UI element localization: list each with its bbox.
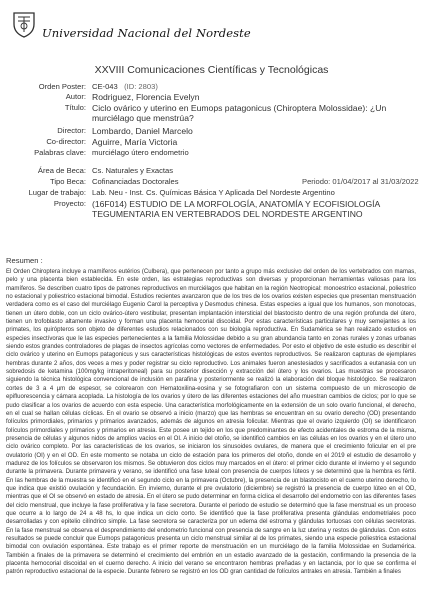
proyecto-value: (16F014) ESTUDIO DE LA MORFOLOGÍA, ANATOMÍA Y ECOFISIOLOGÍA TEGUMENTARIA EN VERTEBRADOS DEL NORDESTE ARGENTINO	[92, 199, 380, 219]
orden-poster-value	[92, 82, 158, 91]
lugar-trabajo-label: Lugar de trabajo:	[28, 188, 86, 197]
periodo-label: Periodo:	[302, 177, 331, 186]
proyecto-label: Proyecto:	[53, 199, 86, 208]
codirector-value: Aguirre, María Victoria	[92, 137, 178, 147]
director-value: Lombardo, Daniel Marcelo	[92, 126, 193, 136]
autor-value: Rodriguez, Florencia Evelyn	[92, 92, 200, 102]
resumen-heading: Resumen :	[6, 256, 43, 265]
lugar-trabajo-value: Lab. Neu - Inst. Cs. Químicas Básica Y Aplicada Del Nordeste Argentino	[92, 188, 335, 197]
orden-poster-label: Orden Poster:	[38, 82, 86, 91]
university-crest-icon	[12, 10, 36, 38]
tipo-beca-value: Cofinanciadas Doctorales	[92, 177, 179, 186]
palabras-clave-value: murciélago útero endometrio	[92, 148, 189, 157]
autor-label: Autor:	[65, 92, 86, 101]
page-header	[0, 0, 423, 76]
titulo-value: Ciclo ovárico y uterino en Eumops patagonicus (Chiroptera Molossidae): ¿Un murciélago que menstrúa?	[92, 103, 387, 123]
area-beca-label: Área de Beca:	[37, 166, 86, 175]
resumen-text: El Orden Chiroptera incluye a mamíferos eutérios (Culbera), que pertenecen por tanto a grupo más exclusivo del orden de los vertebrados con mamas, pelo y una placenta bien establecida. En este orden, las estrategias reproductivas son diversas y proporcionan herramientas valiosas para los mamíferos. Se describen cuatro tipos de patrones reproductivos en murciélagos que habitan en la región Neotropical: monoestrico estacional, poliestrico no estacional y poliestrico estacional bimodal. Estudios recientes avanzaron que de los tres de los ovarios existen especies que presentan menstruación verdadera como es el caso del murciélago Eugenio Carol la perceptiva y Desmodus chinesa. Estas especies a igual que los humanos, son monotocas, tienen un útero doble, con un ciclo ovárico-útero vestibular, presentan implantación intersticial del blastocisto dentro de una región profunda del útero, tienen un trofoblasto altamente invasivo y forman una placenta hemocorial discoidal. Por estas características particulares y muy semejantes a los primates, los quirópteros son objeto de diferentes estudios relacionados con su biología reproductiva. En Sudamérica se han realizado estudios en especies insectívoras que le las especies pertenecientes a la familia Molossidae debido a su gran abundancia tanto en zonas rurales y zonas urbanas siendo estos grandes controladores de plagas de insectos agrícolas como vectores de enfermedades. Por esto el objetivo de este estudio es describir el ciclo ovárico y uterino en Eumops patagonicus y sus características histológicas de estos eventos reproductivos. Se realizaron capturas de ejemplares hembras durante 2 años, dos veces a mes y poder registrar su ciclo reproductivo. Los animales fueron anestesiados y sacrificados a eutanasia con un sobredosis de ketamina (100mg/kg intraperitoneal) para su posterior disección y extracción del útero y los ovarios. Las muestras se procesaron siguiendo la técnica histológica convencional de inclusión en parafina y posteriormente se realizó la elaboración del bloque histológico. Se realizaron cortes de 3 a 4 µm de espesor, se colorearon con Hematoxilina-eosina y se fotografiaron con un sistema compuesto de un microscopio de epifluorescencia y cámara acoplada. La histología de los ovarios y útero de las diferentes estaciones del año muestran cambios de ciclos; por lo que se pudo clasificar a los ovarios de acuerdo con esta especie. Una característica morfológicamente en la extensión de un solo ovario funcional, el derecho, en el cual se hallan células cíclicas. En el ovario se observó a inicio (marzo) que las hembras se encuentran en su ovario derecho (OD) presentando folículos primordiales, primarios y primarios avanzados, además de algunos en atresia folicular. Mientras que el ovario izquierdo (OI) se identificaron folículos primordiales y primarios y primarios en atresia. Este posee un tejido en los que predominantes de efecto acidentales de estroma de la misma, presencia de células y algunos nidos de amplios vacíos en el OI. A inicio del otoño, se identificó cambios en las células en los ovarios y en el útero uno ciclo ovárico completo. Por las características de los ovarios, se iniciaron los sinusoides ovulares, de manera que el crecimiento folicular en el pre ovulatorio (OI) y en el OD. En este momento se notaba un ciclo de estación para los primeros del otoño, donde en el 2019 el estudio de desarrollo y madurez de los folículos se observaron los mismos. Se obtuvieron dos ciclos muy marcados en el útero: el primer ciclo durante el invierno y el segundo durante la primavera. Durante primavera y verano, se identificó una fase luteal con presencia de cuerpos lúteos y se determinó que la hembra es fértil. En las hembras de la muestra se identificó en el segundo ciclo en la primavera (Octubre), la presencia de un blastocisto en el cuerno uterino derecho, lo que indica que existió ovulación y fecundación. En invierno, durante el pre ovulatorio (diciembre) se registró la presencia de cuerpo lúteo en el OD, mientras que el OI se observó en estado de atresia. En el útero se pudo determinar en forma cíclica el desarrollo del endometrio con las diferentes fases del ciclo menstrual, que incluye la fase proliferativa y la fase secretora. Durante el periodo de estudio se determinó que la fase menstrual es un proceso que ocurre a lo largo de 24 a 48 hs, lo que indica un ciclo corto. Se identificó que la fase proliferativa presenta glándulas endometriales poco desarrolladas y con epitelio cilíndrico simple. La fase secretora se caracteriza por un edema del estroma y glándulas tortuosas con células secretoras. En la fase menstrual se observa el desprendimiento del endometrio funcional con presencia de sangre en la luz uterina y restos de glándulas. Con estos resultados se puede concluir que Eumops patagonicus presenta un ciclo menstrual similar al de los primates, siendo una especie poliestrica estacional bimodal con ovulación espontánea. Este trabajo es el primer reporte de menstruación en un murciélago de la familia Molossidae en Sudamérica. También a finales de la primavera se determinó el crecimiento del embrión en un estadio avanzado de la gestación, confirmando la presencia de la placenta hemocorial discoidal en el cuerno derecho. A inicio del verano se encontraron hembras preñadas y en lactancia, por lo que se confirma el patrón reproductivo estacional de la especie. Durante febrero se registró en los OD gran cantidad de folículos antrales en atresia. También a finales	[6, 269, 416, 576]
codirector-label: Co-director:	[46, 137, 86, 146]
conference-title: XXVIII Comunicaciones Científicas y Tecnológicas	[94, 64, 329, 76]
university-name: Universidad Nacional del Nordeste	[42, 26, 251, 40]
periodo-value: 01/04/2017 al 31/03/2022	[332, 177, 419, 186]
orden-poster-code: CE-043	[92, 82, 118, 91]
area-beca-value: Cs. Naturales y Exactas	[92, 166, 174, 175]
tipo-beca-label: Tipo Beca:	[49, 177, 86, 186]
orden-poster-id: (ID: 2803)	[124, 82, 158, 91]
titulo-label: Título:	[64, 103, 86, 112]
palabras-clave-label: Palabras clave:	[34, 148, 86, 157]
periodo	[302, 177, 419, 186]
director-label: Director:	[57, 126, 86, 135]
